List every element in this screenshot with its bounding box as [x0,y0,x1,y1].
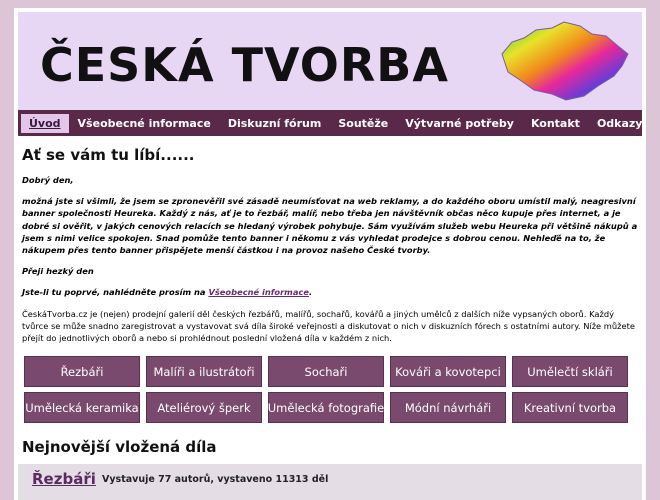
first-time-prefix: Jste-li tu poprvé, nahlédněte prosím na [22,287,209,298]
category-button-modni-navrhari[interactable]: Módní návrháři [390,392,506,423]
nav-item-odkazy[interactable]: Odkazy [596,116,643,130]
latest-works-bar [18,464,642,500]
latest-category-stats: Vystavuje 77 autorů, vystaveno 11313 děl [102,474,329,485]
main-content [22,146,638,344]
first-time-text [22,286,638,298]
category-button-sklari[interactable]: Umělečtí skláři [512,356,628,387]
category-button-keramika[interactable]: Umělecká keramika [24,392,140,423]
site-title[interactable]: ČESKÁ TVORBA [40,38,449,92]
category-button-sperk[interactable]: Ateliérový šperk [146,392,262,423]
category-button-kreativni-tvorba[interactable]: Kreativní tvorba [512,392,628,423]
nav-item-diskuzni-forum[interactable]: Diskuzní fórum [227,116,322,130]
page-heading: Ať se vám tu líbí...... [22,146,195,164]
category-grid [24,356,628,423]
category-button-malíri[interactable]: Malíři a ilustrátoři [146,356,262,387]
intro-text: možná jste si všimli, že jsem se zpronevěřil své zásadě neumísťovat na web reklamy, a do každého oboru umístil malý, neagresivní banner společnosti Heureka. Každý z nás, ať je to řezbář, malíř, nebo třeba jen návštěvník občas něco kupuje přes internet, a je dobré si ověřit, v jakých cenových relacích se hledaný výrobek pohybuje. Sám využívám služeb webu Heureka při většině nákupů a jsem s nimi velice spokojen. Snad pomůže tento banner i někomu z vás vyhledat prodejce s dobrou cenou. Nehleďě na to, že nákupem přes tento banner přispějete menší částkou i na provoz našeho České tvorby. [22,196,638,256]
category-button-kovari[interactable]: Kováři a kovotepci [390,356,506,387]
nav-item-souteze[interactable]: Soutěže [338,116,389,130]
site-header [18,12,642,110]
nav-item-vseobecne-informace[interactable]: Všeobecné informace [77,116,211,130]
nav-item-kontakt[interactable]: Kontakt [530,116,580,130]
latest-works-heading: Nejnovější vložená díla [22,438,217,456]
main-nav [18,110,642,136]
general-info-link[interactable]: Všeobecné informace [208,287,309,298]
greeting-text: Dobrý den, [22,175,74,185]
category-button-rezbari[interactable]: Řezbáři [24,356,140,387]
nav-item-uvod[interactable]: Úvod [21,114,69,133]
page-wrapper [14,8,646,500]
description-text: ČeskáTvorba.cz je (nejen) prodejní galerií děl českých řezbářů, malířů, sochařů, kovářů a jiných umělců z dalších níže vypsaných oborů. Každý tvůrce se může snadno zaregistrovat a vystavovat svá díla široké veřejnosti a diskutovat o nich v diskuzních fórech s ostatními autory. Níže můžete přejít do jednotlivých oborů a nebo si prohlédnout poslední vložená díla v každém z nich. [22,308,635,344]
czech-map-rainbow-logo[interactable] [494,16,632,104]
first-time-suffix: . [308,287,313,298]
wish-text: Přeji hezký den [22,266,94,277]
category-button-fotografie[interactable]: Umělecká fotografie [268,392,384,423]
nav-item-vytvarne-potreby[interactable]: Výtvarné potřeby [405,116,514,130]
category-button-sochari[interactable]: Sochaři [268,356,384,387]
latest-category-link[interactable]: Řezbáři [32,470,96,488]
